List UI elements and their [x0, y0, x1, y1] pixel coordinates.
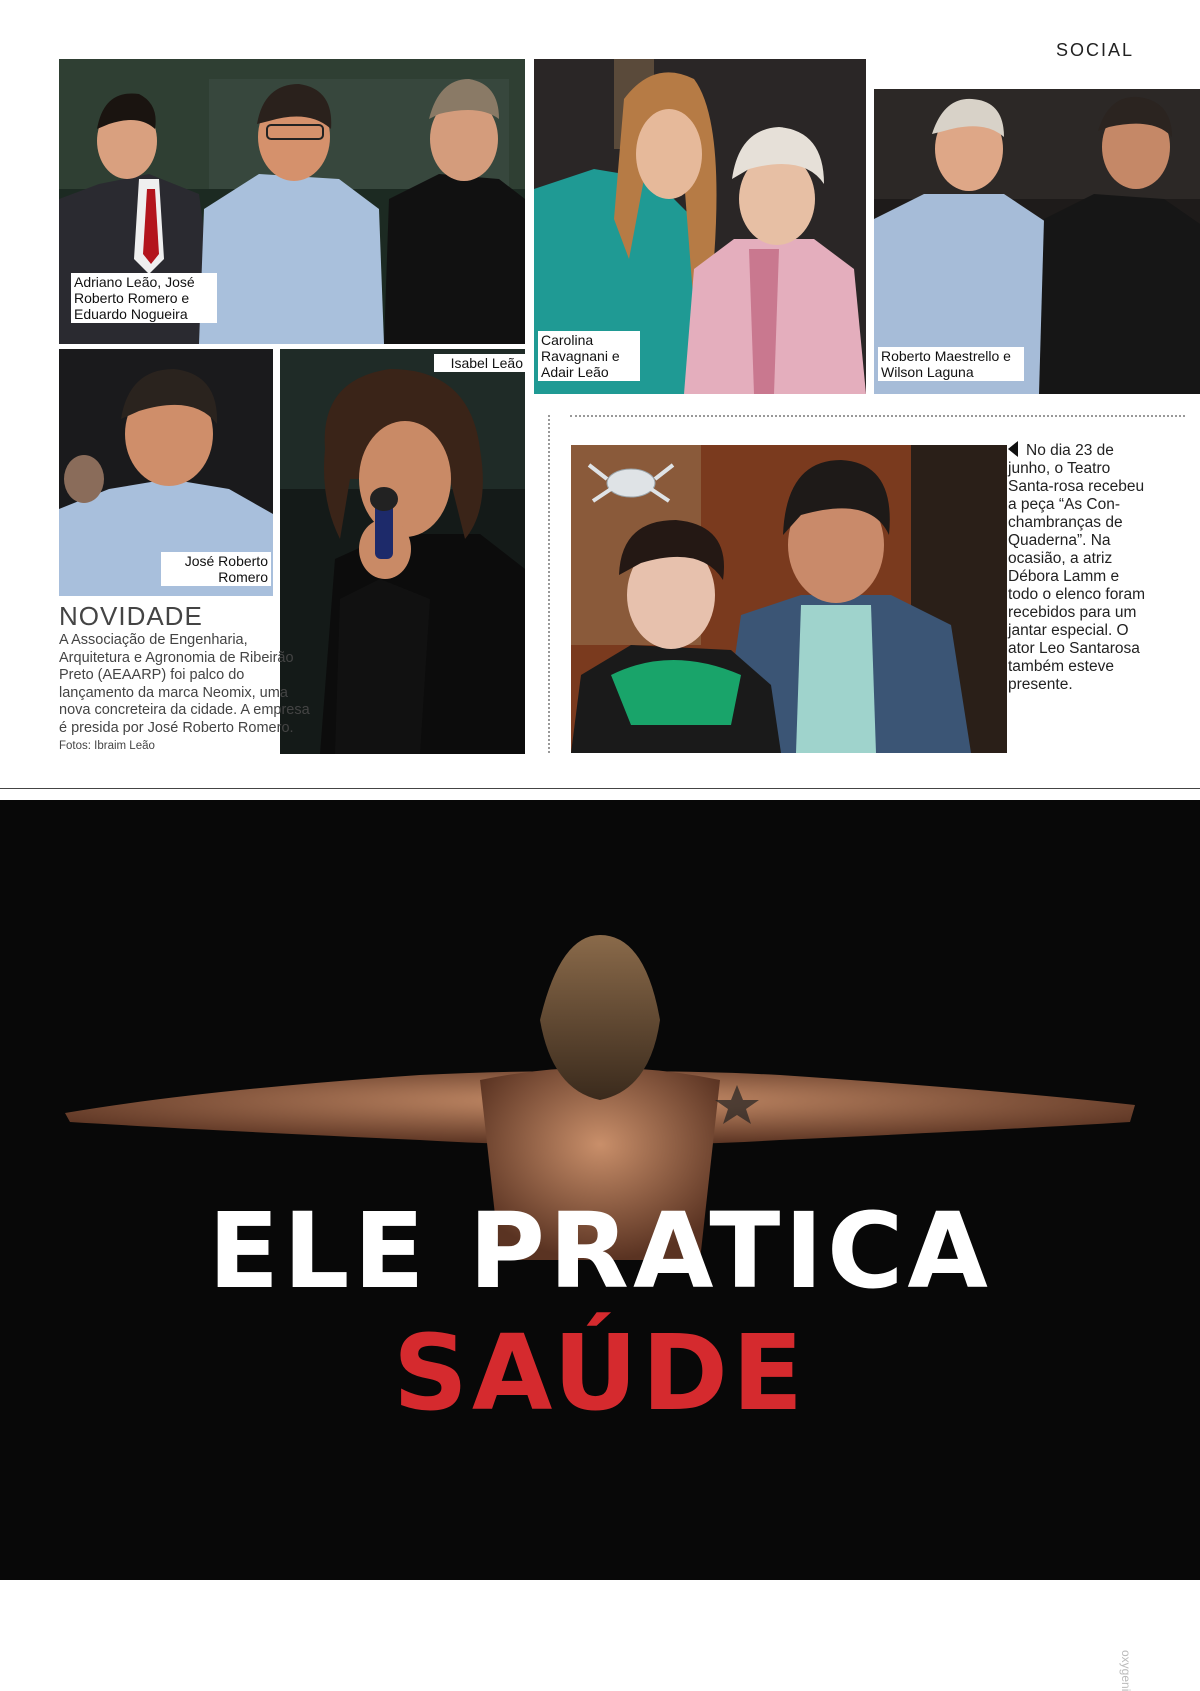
- ad-brand-logo: oxygeni: [1119, 1650, 1133, 1691]
- page-divider: [0, 788, 1200, 789]
- photo-two-women: [534, 59, 866, 394]
- photo-theatre-couple: [571, 445, 1007, 753]
- caption-photo-3: Roberto Maestrello e Wilson Laguna: [878, 347, 1024, 381]
- photo-jose-roberto-romero: [59, 349, 273, 596]
- caption-photo-1: Adriano Leão, José Roberto Romero e Eduardo Nogueira: [71, 273, 217, 323]
- theatre-text-body: No dia 23 de junho, o Teatro Santa-rosa recebeu a peça “As Con-chambranças de Quaderna”. Na ocasião, a atriz Débora Lamm e todo o elenco foram recebidos para um jantar especial. O ator Leo Santarosa também esteve presente.: [1008, 442, 1146, 693]
- dotted-divider-horizontal: [570, 415, 1185, 417]
- section-label: SOCIAL: [1055, 40, 1134, 60]
- caption-photo-2: Carolina Ravagnani e Adair Leão: [538, 331, 640, 381]
- ad-headline: [0, 1190, 1200, 1434]
- theatre-text: [1008, 441, 1146, 694]
- ad-headline-red: SAÚDE: [392, 1312, 807, 1434]
- caption-photo-5: Isabel Leão: [434, 354, 526, 372]
- novidade-body-text: A Associação de Engenharia, Arquitetura e Agronomia de Ribeirão Preto (AEAARP) foi palco do lançamento da marca Neomix, uma nova concreteira da cidade. A empresa é presida por José Roberto Romero.: [59, 632, 310, 736]
- photo-group-three-men: [59, 59, 525, 344]
- photo-credit: Fotos: Ibraim Leão: [59, 740, 155, 752]
- photo-two-men: [874, 89, 1200, 394]
- novidade-body: [59, 632, 321, 756]
- ad-headline-white: ELE PRATICA: [208, 1190, 992, 1312]
- caption-photo-4: José Roberto Romero: [161, 552, 271, 586]
- dotted-divider-vertical: [548, 415, 550, 753]
- triangle-marker-icon: [1008, 441, 1018, 457]
- novidade-title: NOVIDADE: [59, 601, 203, 631]
